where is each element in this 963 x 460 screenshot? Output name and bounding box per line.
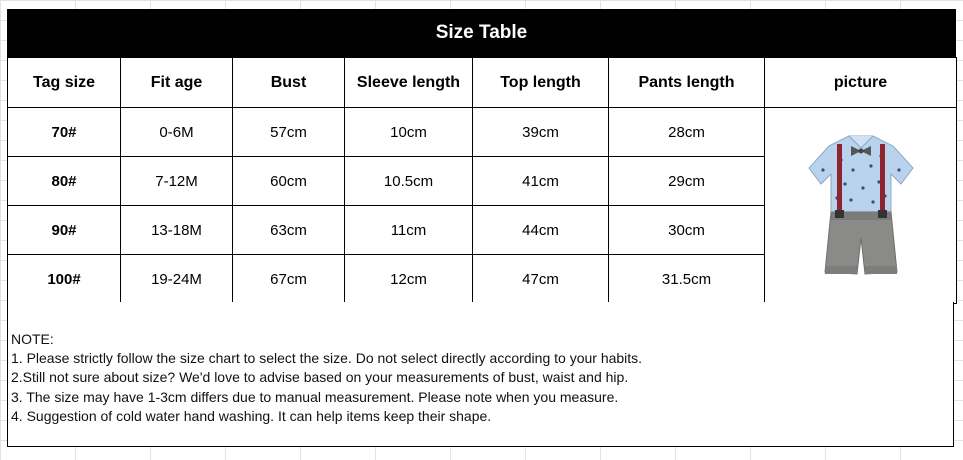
header-sleeve-length: Sleeve length — [345, 58, 473, 108]
pants-length-cell: 30cm — [609, 206, 765, 255]
header-row — [8, 58, 957, 108]
note-line: 1. Please strictly follow the size chart to select the size. Do not select directly according to your habits. — [11, 350, 643, 367]
top-length-cell: 47cm — [473, 255, 609, 304]
tag-size-cell: 80# — [8, 157, 121, 206]
notes-box — [7, 302, 954, 447]
tag-size-cell: 90# — [8, 206, 121, 255]
top-length-cell: 44cm — [473, 206, 609, 255]
header-tag-size: Tag size — [8, 58, 121, 108]
note-line: 3. The size may have 1-3cm differs due to manual measurement. Please note when you measure. — [11, 388, 619, 405]
header-pants-length: Pants length — [609, 58, 765, 108]
header-fit-age: Fit age — [121, 58, 233, 108]
bust-cell: 67cm — [233, 255, 345, 304]
tag-size-cell: 100# — [8, 255, 121, 304]
sleeve-cell: 10cm — [345, 108, 473, 157]
sleeve-cell: 12cm — [345, 255, 473, 304]
note-line: 2.Still not sure about size? We'd love to advise based on your measurements of bust, waist and hip. — [11, 369, 629, 386]
header-top-length: Top length — [473, 58, 609, 108]
tag-size-cell: 70# — [8, 108, 121, 157]
picture-cell — [765, 108, 957, 304]
fit-age-cell: 19-24M — [121, 255, 233, 304]
pants-length-cell: 29cm — [609, 157, 765, 206]
header-bust: Bust — [233, 58, 345, 108]
sleeve-cell: 10.5cm — [345, 157, 473, 206]
note-line: 4. Suggestion of cold water hand washing. It can help items keep their shape. — [11, 407, 492, 424]
bust-cell: 57cm — [233, 108, 345, 157]
size-table-title: Size Table — [7, 9, 956, 57]
pants-length-cell: 31.5cm — [609, 255, 765, 304]
sleeve-cell: 11cm — [345, 206, 473, 255]
bust-cell: 63cm — [233, 206, 345, 255]
top-length-cell: 39cm — [473, 108, 609, 157]
outfit-image — [801, 126, 921, 286]
pants-length-cell: 28cm — [609, 108, 765, 157]
notes-heading: NOTE: — [11, 331, 54, 347]
bust-cell: 60cm — [233, 157, 345, 206]
table-row — [8, 108, 957, 157]
header-picture: picture — [765, 58, 957, 108]
fit-age-cell: 0-6M — [121, 108, 233, 157]
fit-age-cell: 7-12M — [121, 157, 233, 206]
top-length-cell: 41cm — [473, 157, 609, 206]
fit-age-cell: 13-18M — [121, 206, 233, 255]
size-table — [7, 57, 957, 304]
